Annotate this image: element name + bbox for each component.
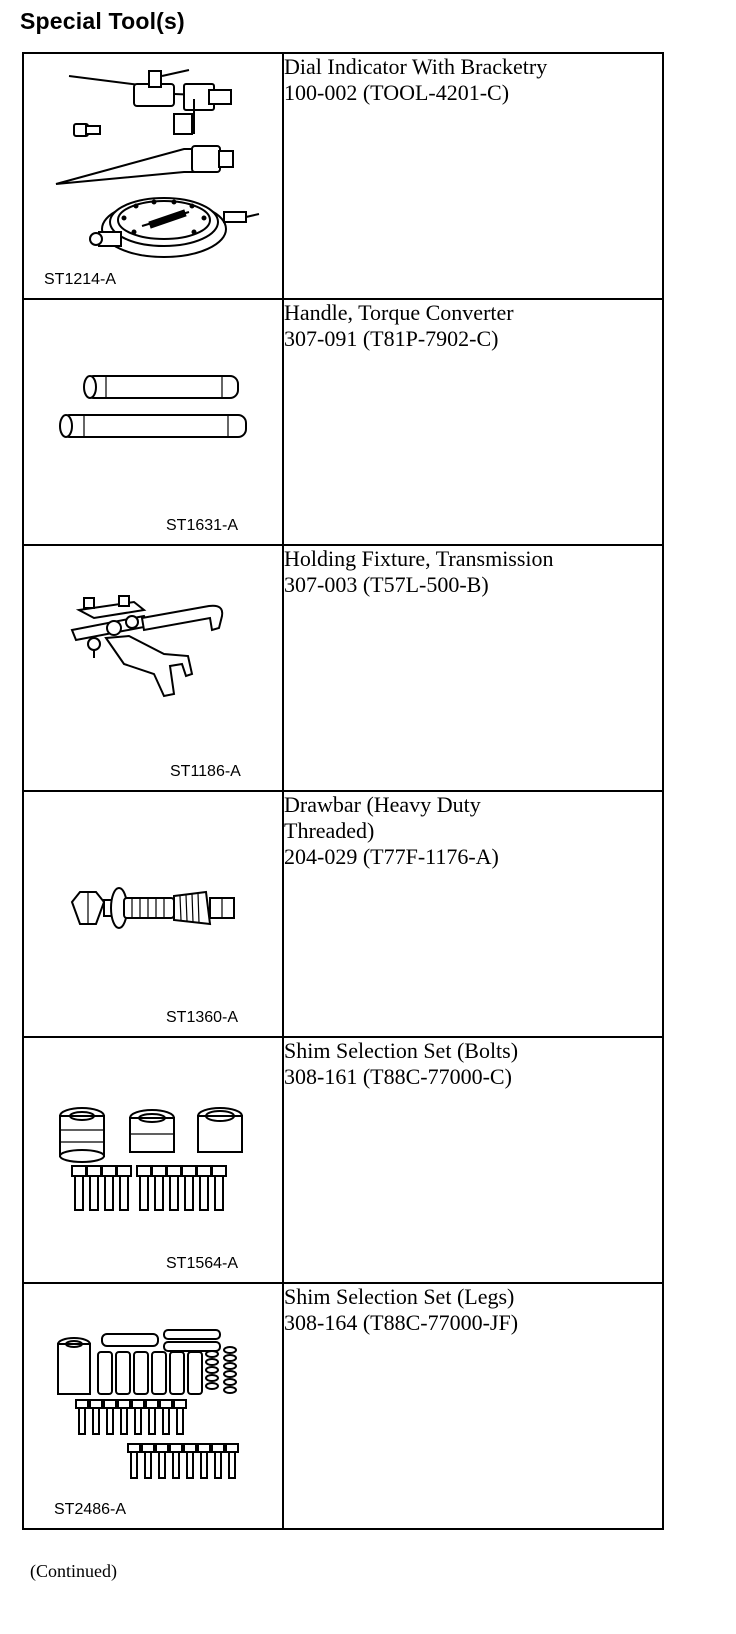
tool-description-cell bbox=[283, 1037, 663, 1283]
tool-illustration-cell bbox=[23, 299, 283, 545]
tool-part-number: 307-091 (T81P-7902-C) bbox=[284, 326, 499, 351]
tool-part-number: 308-161 (T88C-77000-C) bbox=[284, 1064, 512, 1089]
tool-description-cell bbox=[283, 53, 663, 299]
tool-description-cell bbox=[283, 299, 663, 545]
tool-code: ST1214-A bbox=[44, 271, 117, 288]
tool-description-cell bbox=[283, 1283, 663, 1529]
tool-code: ST2486-A bbox=[54, 1501, 127, 1518]
dial-indicator-icon bbox=[24, 54, 282, 298]
table-row bbox=[23, 545, 663, 791]
tool-code: ST1631-A bbox=[166, 517, 239, 534]
special-tools-table bbox=[22, 52, 664, 1530]
shim-set-legs-icon bbox=[24, 1284, 282, 1528]
tool-illustration-cell bbox=[23, 1283, 283, 1529]
tool-name: Drawbar (Heavy Duty bbox=[284, 792, 481, 817]
tool-name: Shim Selection Set (Legs) bbox=[284, 1284, 515, 1309]
tool-part-number: 307-003 (T57L-500-B) bbox=[284, 572, 489, 597]
tool-name-continued: Threaded) bbox=[284, 818, 375, 843]
tool-illustration-cell bbox=[23, 545, 283, 791]
continued-note: (Continued) bbox=[30, 1561, 117, 1581]
tool-code: ST1360-A bbox=[166, 1009, 239, 1026]
table-row bbox=[23, 299, 663, 545]
drawbar-icon bbox=[24, 792, 282, 1036]
page-heading: Special Tool(s) bbox=[20, 8, 185, 34]
tool-name: Shim Selection Set (Bolts) bbox=[284, 1038, 519, 1063]
tool-description-cell bbox=[283, 791, 663, 1037]
tool-illustration-cell bbox=[23, 791, 283, 1037]
tool-part-number: 100-002 (TOOL-4201-C) bbox=[284, 80, 510, 105]
table-row bbox=[23, 1283, 663, 1529]
holding-fixture-icon bbox=[24, 546, 282, 790]
tool-name: Dial Indicator With Bracketry bbox=[284, 54, 548, 79]
tool-illustration-cell bbox=[23, 1037, 283, 1283]
tool-code: ST1186-A bbox=[170, 763, 241, 780]
torque-converter-handle-icon bbox=[24, 300, 282, 544]
tool-description-cell bbox=[283, 545, 663, 791]
tool-code: ST1564-A bbox=[166, 1255, 239, 1272]
shim-set-bolts-icon bbox=[24, 1038, 282, 1282]
table-row bbox=[23, 53, 663, 299]
table-row bbox=[23, 1037, 663, 1283]
tool-part-number: 204-029 (T77F-1176-A) bbox=[284, 844, 499, 869]
tool-part-number: 308-164 (T88C-77000-JF) bbox=[284, 1310, 519, 1335]
table-row bbox=[23, 791, 663, 1037]
tool-name: Holding Fixture, Transmission bbox=[284, 546, 554, 571]
tool-name: Handle, Torque Converter bbox=[284, 300, 514, 325]
tool-illustration-cell bbox=[23, 53, 283, 299]
